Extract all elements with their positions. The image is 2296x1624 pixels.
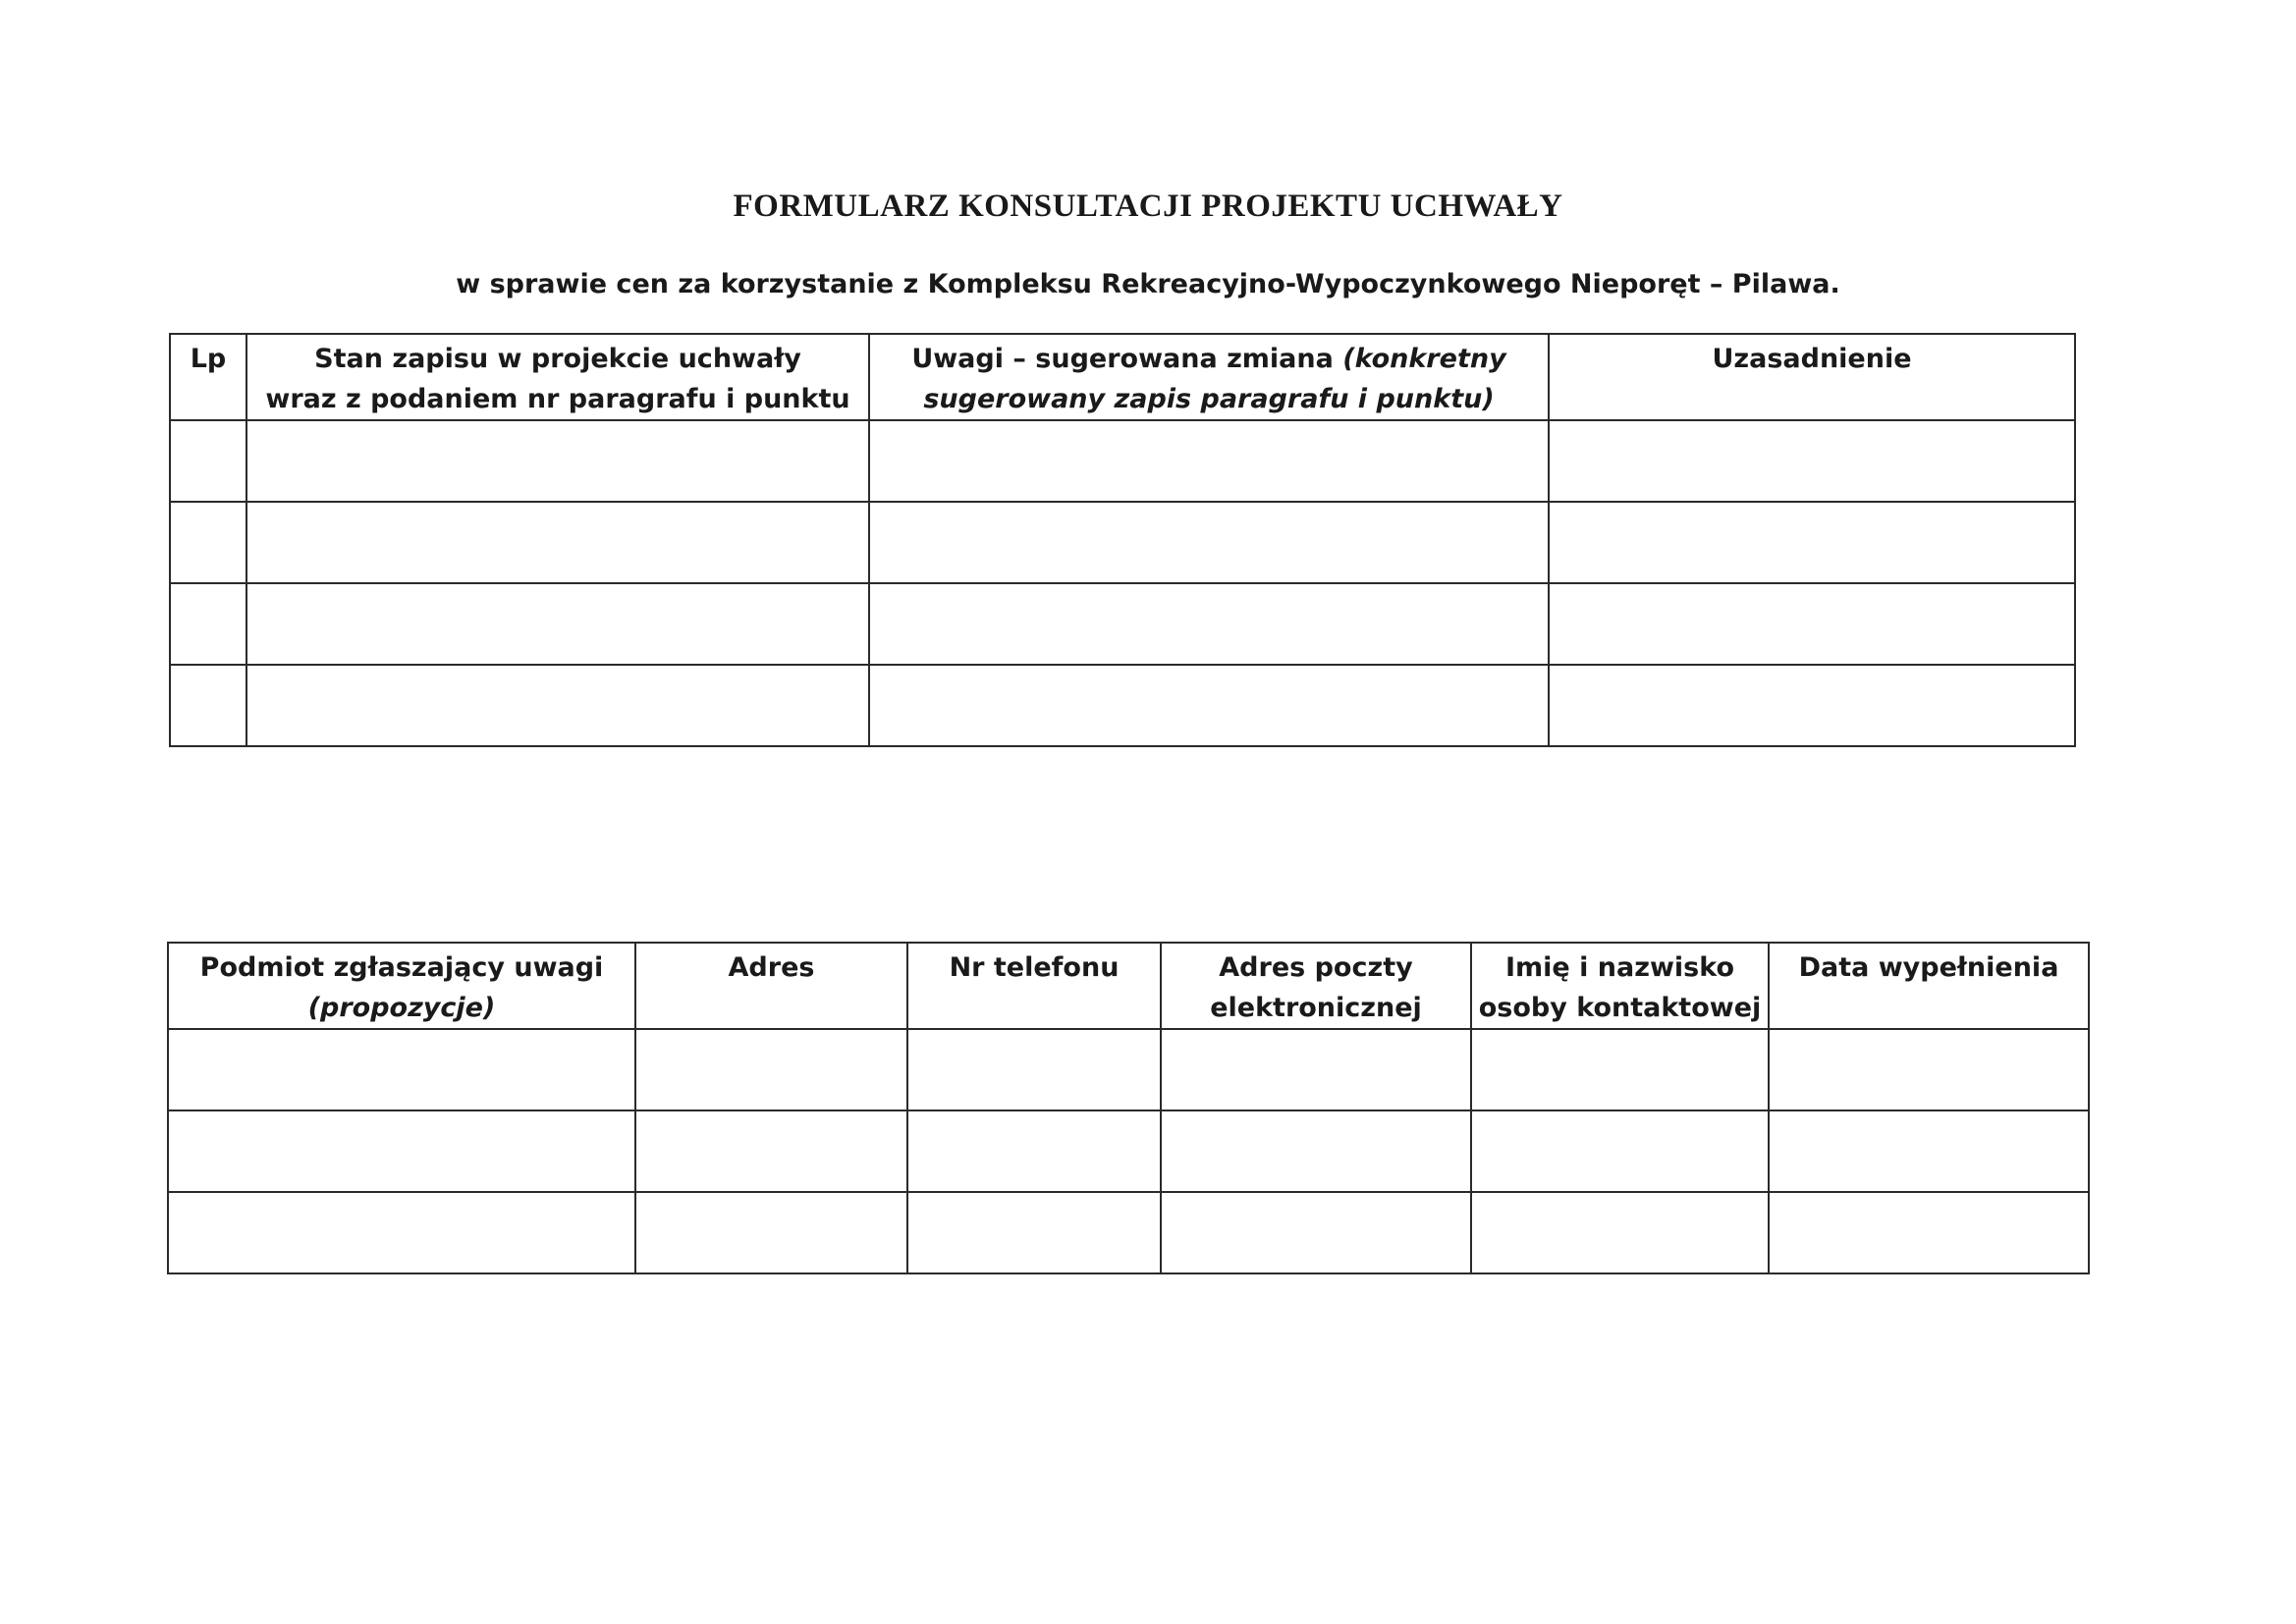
header-telefon: Nr telefonu: [907, 943, 1161, 1029]
header-uwagi-italic-line1: (konkretny: [1342, 344, 1506, 374]
document-title: FORMULARZ KONSULTACJI PROJEKTU UCHWAŁY: [733, 189, 1563, 224]
cell-uwagi[interactable]: [869, 502, 1549, 583]
cell-data[interactable]: [1769, 1029, 2089, 1110]
cell-uzasadnienie[interactable]: [1549, 420, 2075, 502]
header-kontakt: [1471, 943, 1769, 1029]
submitter-table: [167, 942, 2090, 1274]
table-row: [170, 665, 2075, 746]
cell-data[interactable]: [1769, 1110, 2089, 1192]
cell-podmiot[interactable]: [168, 1110, 635, 1192]
cell-email[interactable]: [1161, 1029, 1471, 1110]
cell-lp[interactable]: [170, 420, 246, 502]
cell-adres[interactable]: [635, 1192, 907, 1273]
header-uwagi-plain: Uwagi – sugerowana zmiana: [911, 344, 1343, 374]
header-stan-zapisu: [246, 334, 869, 420]
comments-table-header-row: [170, 334, 2075, 420]
cell-stan-zapisu[interactable]: [246, 665, 869, 746]
header-stan-zapisu-line1: Stan zapisu w projekcie uchwały: [314, 344, 801, 374]
cell-kontakt[interactable]: [1471, 1192, 1769, 1273]
cell-kontakt[interactable]: [1471, 1029, 1769, 1110]
cell-podmiot[interactable]: [168, 1029, 635, 1110]
header-uzasadnienie: Uzasadnienie: [1549, 334, 2075, 420]
header-podmiot-line1: Podmiot zgłaszający uwagi: [199, 952, 604, 983]
table-row: [170, 583, 2075, 665]
cell-uwagi[interactable]: [869, 420, 1549, 502]
table-row: [168, 1029, 2089, 1110]
cell-telefon[interactable]: [907, 1110, 1161, 1192]
cell-email[interactable]: [1161, 1110, 1471, 1192]
table-row: [168, 1110, 2089, 1192]
header-email: [1161, 943, 1471, 1029]
cell-uwagi[interactable]: [869, 583, 1549, 665]
cell-adres[interactable]: [635, 1029, 907, 1110]
header-email-line2: elektronicznej: [1210, 993, 1422, 1023]
cell-adres[interactable]: [635, 1110, 907, 1192]
cell-lp[interactable]: [170, 583, 246, 665]
header-podmiot-line2: (propozycje): [307, 993, 496, 1023]
header-stan-zapisu-line2: wraz z podaniem nr paragrafu i punktu: [265, 384, 850, 414]
header-lp: Lp: [170, 334, 246, 420]
header-adres: Adres: [635, 943, 907, 1029]
cell-uwagi[interactable]: [869, 665, 1549, 746]
submitter-table-header-row: [168, 943, 2089, 1029]
table-row: [168, 1192, 2089, 1273]
header-podmiot: [168, 943, 635, 1029]
cell-email[interactable]: [1161, 1192, 1471, 1273]
header-uwagi: [869, 334, 1549, 420]
comments-table: [169, 333, 2076, 747]
header-data: Data wypełnienia: [1769, 943, 2089, 1029]
cell-podmiot[interactable]: [168, 1192, 635, 1273]
cell-uzasadnienie[interactable]: [1549, 665, 2075, 746]
cell-uzasadnienie[interactable]: [1549, 583, 2075, 665]
cell-data[interactable]: [1769, 1192, 2089, 1273]
cell-stan-zapisu[interactable]: [246, 502, 869, 583]
cell-lp[interactable]: [170, 502, 246, 583]
cell-lp[interactable]: [170, 665, 246, 746]
cell-kontakt[interactable]: [1471, 1110, 1769, 1192]
header-kontakt-line2: osoby kontaktowej: [1478, 993, 1762, 1023]
table-row: [170, 420, 2075, 502]
header-email-line1: Adres poczty: [1219, 952, 1413, 983]
document-subtitle: w sprawie cen za korzystanie z Kompleksu Rekreacyjno-Wypoczynkowego Nieporęt – Pilawa.: [456, 269, 1840, 299]
header-kontakt-line1: Imię i nazwisko: [1504, 952, 1734, 983]
table-row: [170, 502, 2075, 583]
header-uwagi-italic-line2: sugerowany zapis paragrafu i punktu): [923, 384, 1495, 414]
cell-telefon[interactable]: [907, 1029, 1161, 1110]
cell-stan-zapisu[interactable]: [246, 420, 869, 502]
cell-telefon[interactable]: [907, 1192, 1161, 1273]
cell-uzasadnienie[interactable]: [1549, 502, 2075, 583]
cell-stan-zapisu[interactable]: [246, 583, 869, 665]
